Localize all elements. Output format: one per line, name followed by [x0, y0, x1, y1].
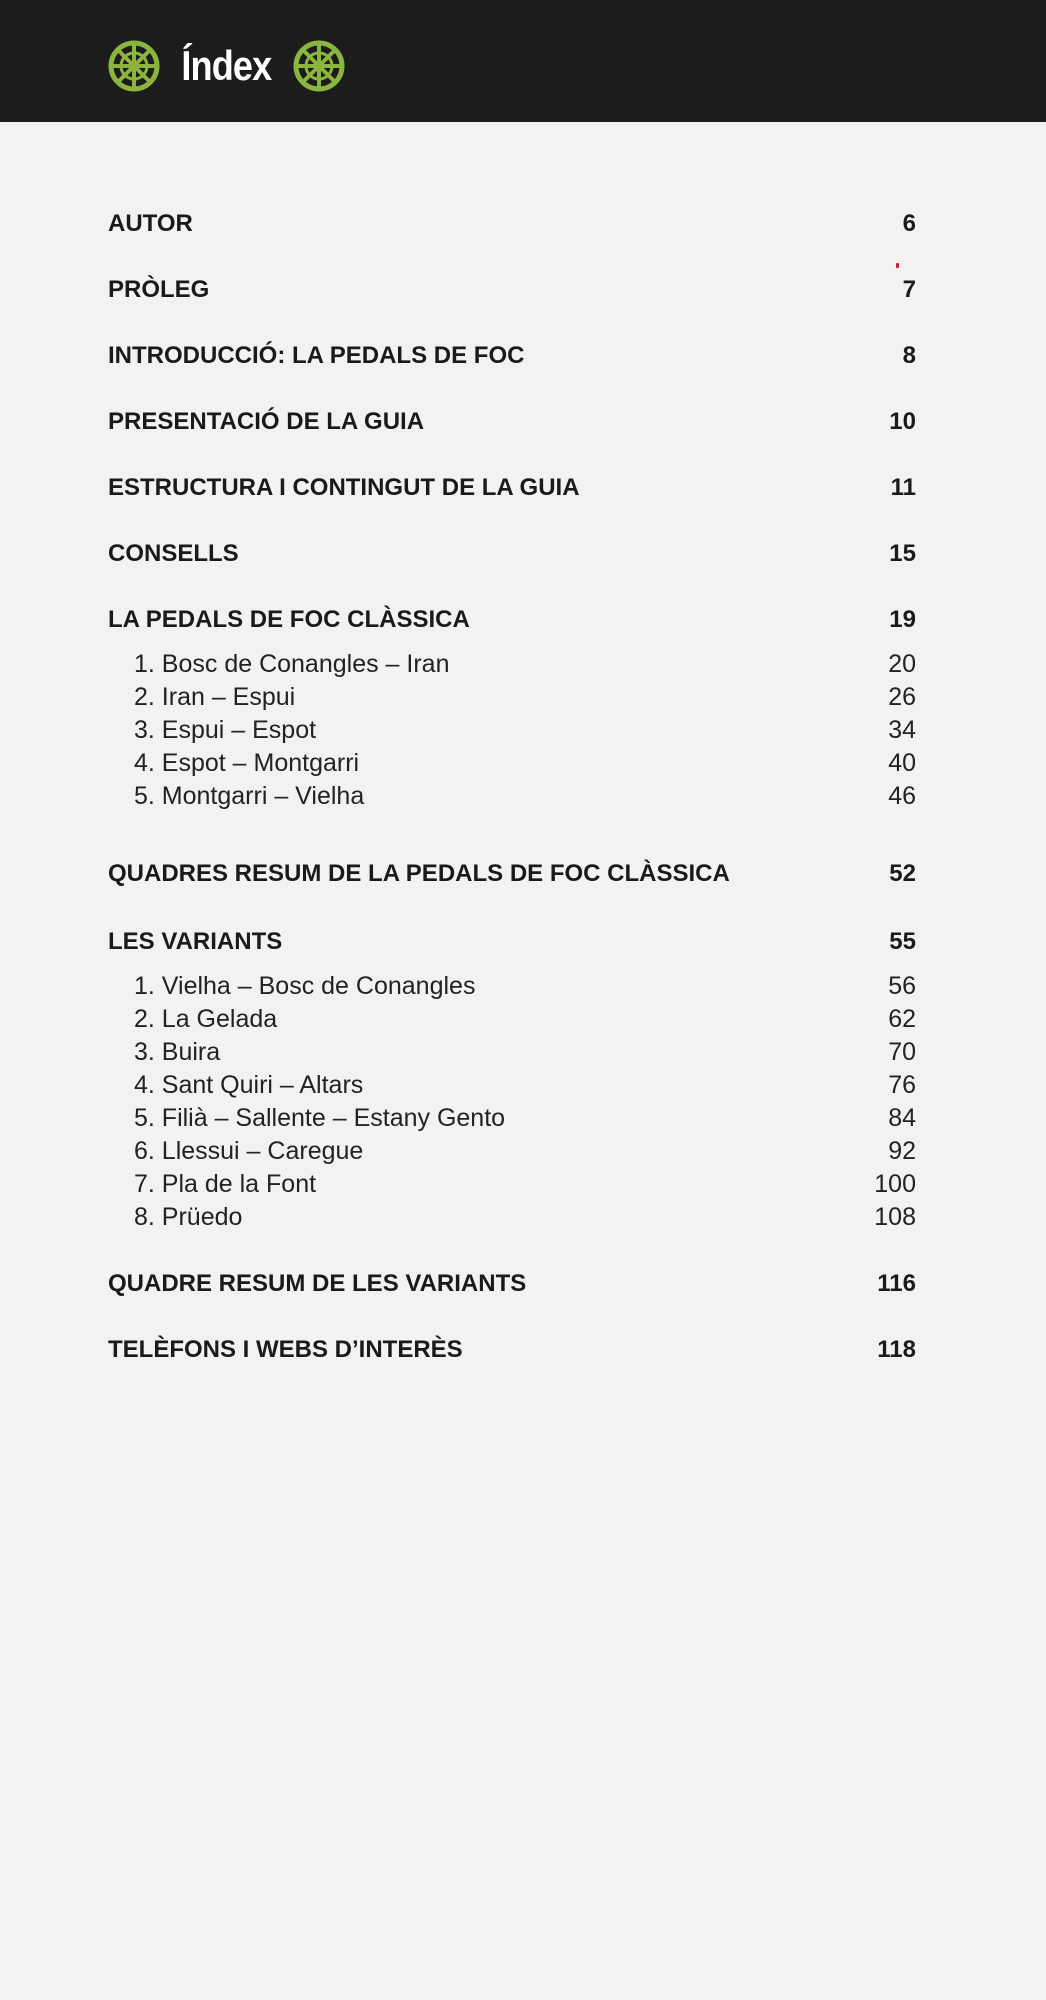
toc-subsection-entry — [108, 716, 916, 745]
page-title: Índex — [181, 42, 272, 89]
header-bar — [0, 0, 1046, 122]
toc-subsection-entry — [108, 650, 916, 679]
toc-section-entry — [108, 928, 916, 956]
toc-subsection-entry — [108, 1071, 916, 1100]
toc-section-entry — [108, 540, 916, 568]
toc-entry-label: ESTRUCTURA I CONTINGUT DE LA GUIA — [108, 474, 580, 501]
toc-section-entry — [108, 860, 916, 888]
toc-entry-label: 1. Vielha – Bosc de Conangles — [134, 972, 476, 1000]
toc-subsection-entry — [108, 972, 916, 1001]
toc-subsection-entry — [108, 1170, 916, 1199]
toc-section-entry — [108, 342, 916, 370]
toc-section-entry — [108, 474, 916, 502]
toc-section-entry — [108, 1270, 916, 1298]
toc-entry-label: 7. Pla de la Font — [134, 1170, 317, 1198]
toc-entry-label: 3. Espui – Espot — [134, 716, 317, 744]
toc-subsection-entry — [108, 749, 916, 778]
toc-entry-page-number: 70 — [888, 1038, 916, 1066]
toc-entry-label: 2. Iran – Espui — [134, 683, 296, 711]
toc-subsection-entry — [108, 1038, 916, 1067]
toc-section-entry — [108, 276, 916, 304]
toc-entry-page-number: 46 — [888, 782, 916, 810]
toc-entry-label: 8. Prüedo — [134, 1203, 243, 1231]
toc-entry-label: TELÈFONS I WEBS D’INTERÈS — [108, 1336, 463, 1363]
toc-entry-page-number: 92 — [888, 1137, 916, 1165]
toc-entry-page-number: 62 — [888, 1005, 916, 1033]
toc-subsection-entry — [108, 1104, 916, 1133]
header-title-group — [108, 40, 345, 92]
toc-entry-label: 6. Llessui – Caregue — [134, 1137, 364, 1165]
toc-entry-label: 3. Buira — [134, 1038, 221, 1066]
toc-entry-page-number: 84 — [888, 1104, 916, 1132]
toc-entry-page-number: 40 — [888, 749, 916, 777]
toc-subsection-entry — [108, 1137, 916, 1166]
toc-entry-page-number: 10 — [889, 408, 916, 435]
toc-subsection-entry — [108, 1203, 916, 1232]
toc-entry-page-number: 52 — [889, 860, 916, 887]
toc-entry-label: QUADRE RESUM DE LES VARIANTS — [108, 1270, 527, 1297]
toc-entry-label: 5. Montgarri – Vielha — [134, 782, 365, 810]
toc-entry-page-number: 19 — [889, 606, 916, 633]
toc-section-entry — [108, 606, 916, 634]
toc-entry-label: PRÒLEG — [108, 276, 210, 303]
toc-entry-label: 5. Filià – Sallente – Estany Gento — [134, 1104, 506, 1132]
toc-section-entry — [108, 408, 916, 436]
toc-entry-label: AUTOR — [108, 210, 193, 237]
toc-entry-page-number: 11 — [890, 474, 916, 501]
toc-section-entry — [108, 1336, 916, 1364]
toc-entry-page-number: 116 — [877, 1270, 916, 1297]
toc-entry-label: LA PEDALS DE FOC CLÀSSICA — [108, 606, 470, 633]
bicycle-wheel-icon — [293, 40, 345, 92]
toc-entry-page-number: 34 — [888, 716, 916, 744]
toc-subsection-entry — [108, 1005, 916, 1034]
toc-entry-label: 4. Sant Quiri – Altars — [134, 1071, 364, 1099]
toc-entry-label: 4. Espot – Montgarri — [134, 749, 360, 777]
toc-entry-label: LES VARIANTS — [108, 928, 283, 955]
toc-section-entry — [108, 210, 916, 238]
toc-entry-page-number: 76 — [888, 1071, 916, 1099]
toc-subsection-entry — [108, 782, 916, 811]
toc-entry-page-number: 20 — [888, 650, 916, 678]
toc-entry-label: INTRODUCCIÓ: LA PEDALS DE FOC — [108, 342, 525, 369]
toc-entry-page-number: 118 — [877, 1336, 916, 1363]
ink-speck — [896, 263, 899, 268]
toc-entry-label: PRESENTACIÓ DE LA GUIA — [108, 408, 425, 435]
toc-entry-page-number: 100 — [874, 1170, 916, 1198]
toc-entry-label: 2. La Gelada — [134, 1005, 278, 1033]
toc-entry-page-number: 6 — [902, 210, 916, 237]
toc-entry-page-number: 15 — [889, 540, 916, 567]
toc-subsection-entry — [108, 683, 916, 712]
bicycle-wheel-icon — [108, 40, 160, 92]
toc-entry-label: 1. Bosc de Conangles – Iran — [134, 650, 450, 678]
toc-entry-page-number: 108 — [874, 1203, 916, 1231]
toc-entry-page-number: 7 — [902, 276, 916, 303]
toc-entry-label: QUADRES RESUM DE LA PEDALS DE FOC CLÀSSICA — [108, 860, 730, 887]
toc-entry-label: CONSELLS — [108, 540, 239, 567]
toc-entry-page-number: 55 — [889, 928, 916, 955]
toc-entry-page-number: 8 — [902, 342, 916, 369]
toc-entry-page-number: 26 — [888, 683, 916, 711]
toc-entry-page-number: 56 — [888, 972, 916, 1000]
